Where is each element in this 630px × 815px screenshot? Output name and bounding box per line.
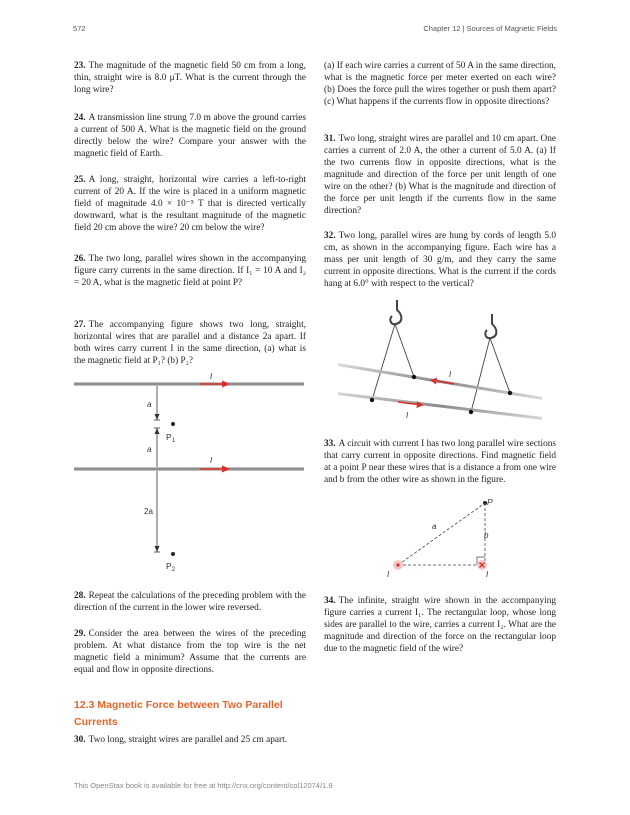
hook-right-icon — [485, 314, 496, 338]
point-p2 — [171, 552, 175, 556]
bottom-wire — [74, 467, 304, 471]
problem-31: 31. Two long, straight wires are parallel and 10 cm apart. One carries a current of 2.0 A, the other a current of 5.0 A. (a) If the two currents flow in opposite directions, what is the magnitude and direction of the force per unit length of one wire on the other? (b) What is the magnitude and direction of the force per unit length if the currents flow in the same direction? — [324, 134, 556, 216]
problem-27: 27. The accompanying figure shows two long, straight, horizontal wires that are parallel and a distance 2a apart. If both wires carry current I in the same direction, (a) what is the magnetic field at P₁? (b) P₂? — [74, 320, 306, 366]
arrow-down-icon — [155, 546, 160, 552]
label-a-lower: a — [147, 445, 152, 454]
problem-28: 28. Repeat the calculations of the preceding problem with the direction of the current in the lower wire reversed. — [74, 591, 306, 613]
problem-29: 29. Consider the area between the wires of the preceding problem. At what distance from the top wire is the net magnetic field a minimum? Assume that the currents are equal and flow in opposite directions. — [74, 629, 306, 675]
figure-27 — [74, 370, 308, 580]
label-i-lower: I — [406, 411, 409, 420]
label-2a: 2a — [144, 507, 153, 516]
label-p1: $P_1$ — [166, 432, 176, 444]
arrowhead-icon — [222, 381, 230, 388]
hook-left-icon — [390, 300, 401, 324]
label-i-top: I — [210, 372, 213, 381]
problem-33: 33. A circuit with current I has two long parallel wire sections that carry current in opposite directions. Find magnetic field at a point P near these wires that is a distance a from one wire and b from the other wire as shown in the figure. — [324, 439, 556, 485]
label-a-upper: a — [147, 400, 152, 409]
label-i-upper: I — [449, 370, 452, 379]
problem-24: 24. A transmission line strung 7.0 m above the ground carries a current of 500 A. What is the magnetic field on the ground directly below the wire? Compare your answer with the magnetic field of Earth. — [74, 113, 306, 159]
lower-wire — [338, 392, 542, 420]
top-wire — [74, 382, 304, 386]
figure-32 — [334, 300, 546, 425]
arrow-up-icon — [155, 428, 160, 434]
label-i-bottom: I — [210, 456, 213, 465]
problem-30: 30. Two long, straight wires are parallel and 25 cm apart. — [74, 735, 288, 745]
label-a: a — [432, 522, 437, 531]
problem-25: 25. A long, straight, horizontal wire carries a left-to-right current of 20 A. If the wire is placed in a uniform magnetic field of magnitude 4.0 × 10⁻⁵ T that is directed vertically downward, what is the resultant magnitude of the magnetic field 20 cm above the wire? 20 cm below the wire? — [74, 175, 306, 233]
label-i-right: I — [486, 570, 489, 579]
problem-34: 34. The infinite, straight wire shown in the accompanying figure carries a current I₁. The rectangular loop, whose long sides are parallel to the wire, carries a current I₂. What are the magnitude and direction of the force on the rectangular loop due to the magnetic field of the wire? — [324, 596, 556, 654]
problem-32: 32. Two long, parallel wires are hung by cords of length 5.0 cm, as shown in the accompanying figure. Each wire has a mass per unit length of 30 g/m, and they carry the same current in opposite directions. What is the current if the cords hang at 6.0° with respect to the vertical? — [324, 231, 556, 289]
label-b: b — [484, 531, 489, 540]
footer: This OpenStax book is available for free at http://cnx.org/content/col12074/1.9 — [74, 781, 333, 790]
label-p: P — [487, 497, 493, 507]
section-title: 12.3 Magnetic Force between Two Parallel Currents — [74, 699, 283, 728]
label-i-left: I — [387, 570, 390, 579]
chapter-header: Chapter 12 | Sources of Magnetic Fields — [423, 24, 557, 33]
problem-26: 26. The two long, parallel wires shown in the accompanying figure carry currents in the same direction. If I₁ = 10 A and I₂ = 20 A, what is the magnetic field at point P? — [74, 254, 306, 288]
problem-30-continued: (a) If each wire carries a current of 50 A in the same direction, what is the magnetic force per meter exerted on each wire? (b) Does the force pull the wires together or push them apart? (c) What happens if the currents flow in opposite directions? — [324, 61, 556, 107]
label-p2: $P_2$ — [166, 561, 176, 573]
page-number: 572 — [73, 24, 86, 33]
point-p1 — [171, 422, 175, 426]
figure-33 — [380, 495, 500, 581]
problem-23: 23. The magnitude of the magnetic field 50 cm from a long, thin, straight wire is 8.0 μT. What is the current through the long wire? — [74, 61, 306, 95]
arrow-down-icon — [155, 414, 160, 420]
arrowhead-icon — [222, 466, 230, 473]
